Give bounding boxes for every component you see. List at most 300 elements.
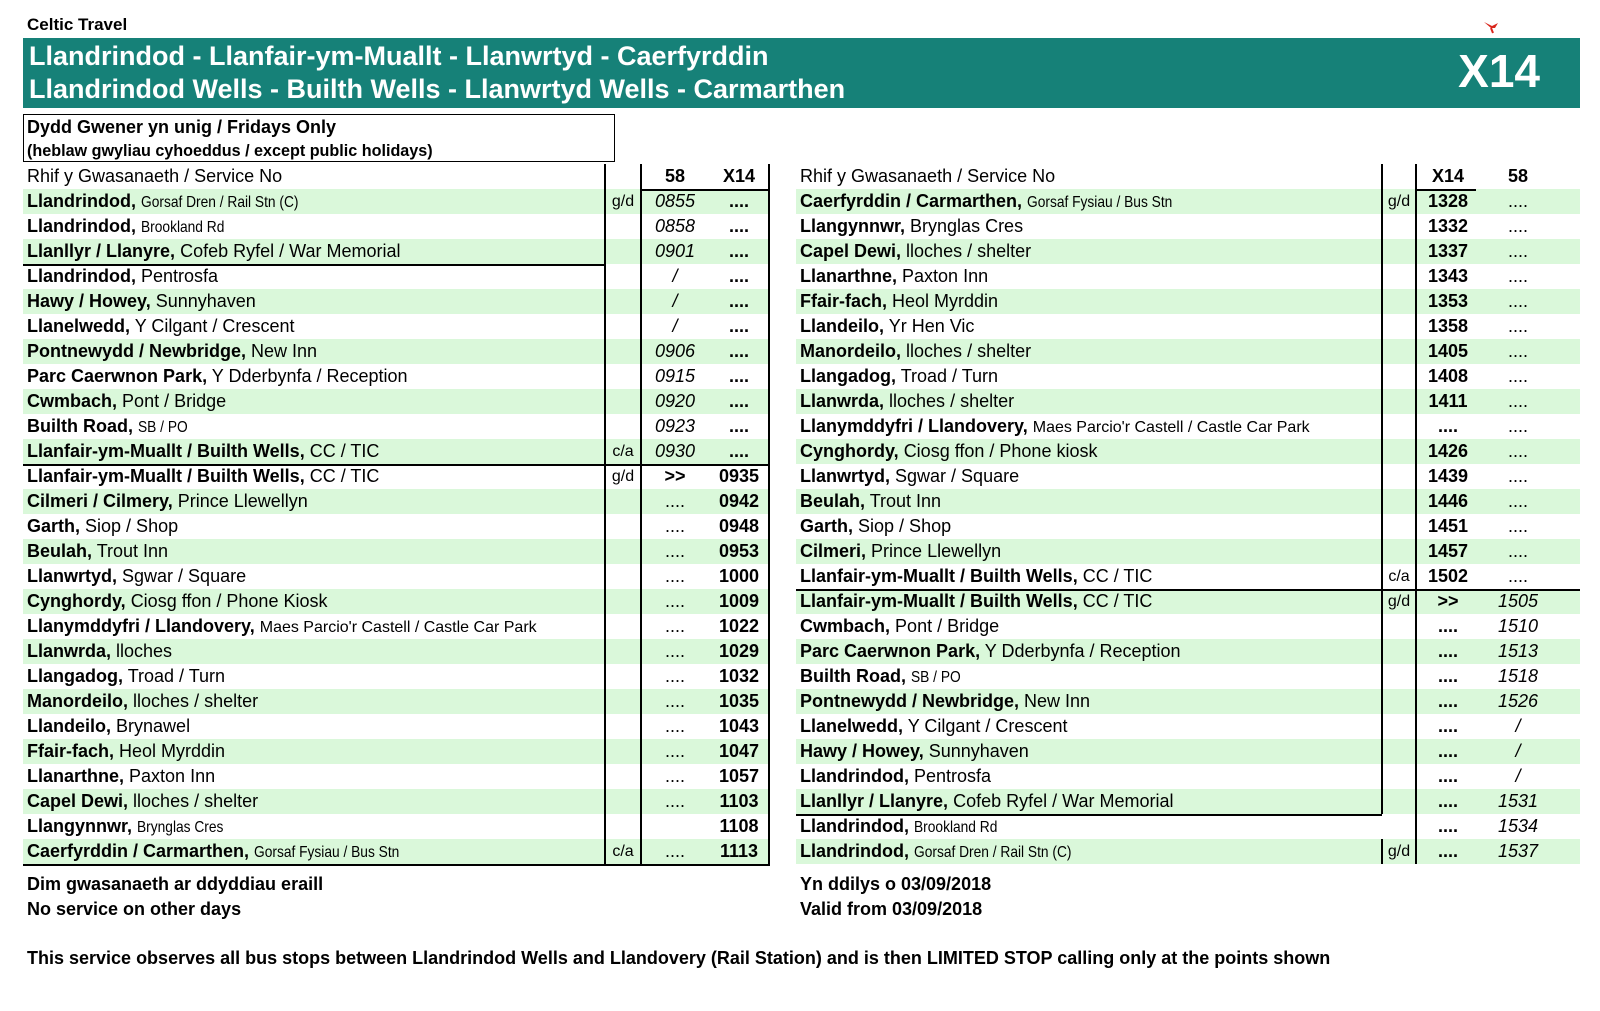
departure-time: 1043 — [718, 716, 760, 736]
timetable-row — [23, 464, 770, 489]
stop-name — [23, 289, 609, 314]
row-divider — [641, 189, 769, 191]
stop-name — [23, 314, 609, 339]
stop-name — [796, 339, 1386, 364]
departure-time: .... — [728, 391, 749, 411]
timetable-row — [23, 839, 770, 864]
stop-name — [23, 339, 609, 364]
stop-town: Llangynnwr, — [800, 216, 906, 236]
row-divider — [23, 264, 605, 266]
stop-town: Beulah, — [800, 491, 866, 511]
inbound-timetable — [796, 164, 1580, 864]
route-title-english: Llandrindod Wells - Builth Wells - Llanwrtyd Wells - Carmarthen — [29, 74, 846, 104]
stop-location-text: Cofeb Ryfel / War Memorial — [953, 791, 1174, 811]
timetable-row — [23, 414, 770, 439]
arrive-depart-code — [1382, 639, 1416, 664]
stop-name — [23, 714, 609, 739]
departure-time: 1531 — [1497, 791, 1539, 811]
stop-town: Pontnewydd / Newbridge, — [27, 341, 247, 361]
stop-town: Cynghordy, — [800, 441, 899, 461]
stop-location-text: New Inn — [1024, 691, 1091, 711]
arrive-depart-code — [605, 239, 641, 264]
departure-time: .... — [664, 741, 685, 761]
arrive-depart-code — [1382, 614, 1416, 639]
stop-location-text: Ciosg ffon / Phone kiosk — [903, 441, 1098, 461]
timetable-row — [796, 839, 1580, 864]
stop-location-text: Paxton Inn — [902, 266, 989, 286]
timetable-row — [23, 764, 770, 789]
timetable-row — [796, 789, 1580, 814]
stop-town: Ffair-fach, — [800, 291, 888, 311]
timetable-row — [23, 489, 770, 514]
departure-time: 1108 — [719, 816, 759, 836]
departure-time: 0915 — [654, 366, 696, 386]
limited-stop-note: This service observes all bus stops between Llandrindod Wells and Llandovery (Rail Station) and is then LIMITED STOP calling only at the points shown — [27, 948, 1331, 968]
stop-town: Capel Dewi, — [27, 791, 129, 811]
departure-time: .... — [664, 716, 685, 736]
stop-town: Cwmbach, — [27, 391, 118, 411]
stop-location-text: lloches / shelter — [133, 791, 259, 811]
stop-town: Parc Caerwnon Park, — [27, 366, 208, 386]
column-divider — [1381, 839, 1383, 864]
departure-time: .... — [1437, 641, 1458, 661]
stop-location-text: Brynglas Cres — [910, 216, 1024, 236]
outbound-timetable — [23, 164, 770, 864]
arrive-depart-code — [605, 364, 641, 389]
timetable-row — [796, 514, 1580, 539]
stop-town: Hawy / Howey, — [800, 741, 924, 761]
service-no-label: Rhif y Gwasanaeth / Service No — [800, 166, 1056, 186]
departure-time: 0906 — [654, 341, 696, 361]
timetable-row — [796, 489, 1580, 514]
bird-logo-icon — [1482, 17, 1500, 35]
stop-town: Llangadog, — [27, 666, 123, 686]
timetable-row — [23, 389, 770, 414]
stop-name — [796, 664, 1386, 689]
departure-time: 0858 — [654, 216, 696, 236]
stop-town: Caerfyrddin / Carmarthen, — [800, 191, 1023, 211]
stop-name — [796, 264, 1386, 289]
stop-name — [796, 789, 1386, 814]
stop-town: Manordeilo, — [800, 341, 902, 361]
arrive-depart-code — [1382, 714, 1416, 739]
timetable-row — [23, 714, 770, 739]
stop-name — [23, 214, 609, 239]
row-divider — [796, 814, 1382, 816]
departure-time: .... — [664, 491, 685, 511]
stop-location-text: Prince Llewellyn — [177, 491, 308, 511]
stop-location-text: Prince Llewellyn — [871, 541, 1002, 561]
timetable-row — [796, 639, 1580, 664]
column-divider — [1415, 164, 1417, 864]
departure-time: >> — [1437, 591, 1459, 611]
stop-name — [796, 439, 1386, 464]
arrive-depart-code — [605, 814, 641, 839]
arrive-depart-code — [1382, 814, 1416, 839]
stop-name — [796, 464, 1386, 489]
stop-location-text: lloches — [116, 641, 173, 661]
stop-location-text: Trout Inn — [96, 541, 169, 561]
departure-time: .... — [1437, 416, 1458, 436]
stop-name — [23, 789, 609, 814]
operating-days-box — [23, 114, 615, 162]
timetable-row — [796, 439, 1580, 464]
departure-time: .... — [664, 541, 685, 561]
stop-town: Garth, — [27, 516, 81, 536]
departure-time: 1328 — [1427, 191, 1469, 211]
arrive-depart-code: c/a — [1388, 568, 1410, 585]
timetable-row — [796, 314, 1580, 339]
departure-time: .... — [664, 791, 685, 811]
stop-location-text: Pont / Bridge — [122, 391, 227, 411]
stop-name — [23, 739, 609, 764]
stop-name — [23, 439, 609, 464]
departure-time: .... — [664, 591, 685, 611]
timetable-row — [23, 739, 770, 764]
departure-time: 1358 — [1427, 316, 1469, 336]
arrive-depart-code: g/d — [611, 468, 635, 485]
timetable-row — [796, 464, 1580, 489]
stop-location-text: Gorsaf Fysiau / Bus Stn — [254, 844, 400, 861]
departure-time: / — [672, 266, 678, 286]
column-divider — [1381, 164, 1383, 814]
departure-time: .... — [664, 841, 685, 861]
column-divider — [768, 164, 770, 864]
arrive-depart-code — [1382, 264, 1416, 289]
stop-town: Cilmeri, — [800, 541, 867, 561]
stop-name — [23, 514, 609, 539]
stop-town: Llandrindod, — [800, 841, 909, 861]
stop-name — [23, 814, 609, 839]
stop-location-text: SB / PO — [911, 669, 961, 686]
stop-name — [23, 364, 609, 389]
stop-town: Llanarthne, — [800, 266, 898, 286]
departure-time: .... — [728, 341, 749, 361]
departure-time: 1029 — [718, 641, 760, 661]
timetable-row — [796, 739, 1580, 764]
service-no-label: Rhif y Gwasanaeth / Service No — [27, 166, 283, 186]
row-divider — [23, 464, 770, 466]
stop-name — [796, 364, 1386, 389]
departure-time: 1009 — [718, 591, 760, 611]
arrive-depart-code — [605, 689, 641, 714]
timetable-row — [796, 364, 1580, 389]
timetable-row — [796, 264, 1580, 289]
stop-name — [796, 414, 1386, 439]
timetable-row — [796, 389, 1580, 414]
stop-name — [23, 239, 609, 264]
timetable-row — [796, 664, 1580, 689]
departure-time: 1518 — [1497, 666, 1539, 686]
timetable-row — [23, 239, 770, 264]
stop-name — [796, 689, 1386, 714]
arrive-depart-code — [1382, 314, 1416, 339]
stop-town: Cwmbach, — [800, 616, 891, 636]
timetable-row — [23, 639, 770, 664]
departure-time: .... — [1507, 566, 1528, 586]
valid-from-welsh: Yn ddilys o 03/09/2018 — [800, 874, 992, 894]
stop-location-text: CC / TIC — [309, 441, 380, 461]
arrive-depart-code — [1382, 364, 1416, 389]
stop-location-text: Gorsaf Fysiau / Bus Stn — [1027, 194, 1173, 211]
stop-location-text: Ciosg ffon / Phone Kiosk — [130, 591, 328, 611]
arrive-depart-code — [605, 639, 641, 664]
stop-location-text: Gorsaf Dren / Rail Stn (C) — [914, 844, 1072, 861]
stop-location-text: Pentrosfa — [141, 266, 219, 286]
stop-location-text: lloches / shelter — [906, 241, 1032, 261]
stop-town: Llandeilo, — [27, 716, 112, 736]
column-divider — [640, 164, 642, 864]
departure-time: .... — [1507, 466, 1528, 486]
departure-time: 1035 — [718, 691, 760, 711]
stop-town: Llanfair-ym-Muallt / Builth Wells, — [800, 566, 1078, 586]
arrive-depart-code — [605, 514, 641, 539]
stop-town: Llandeilo, — [800, 316, 885, 336]
stop-name — [796, 839, 1386, 864]
stop-name — [23, 414, 609, 439]
stop-name — [23, 464, 609, 489]
stop-town: Llanfair-ym-Muallt / Builth Wells, — [800, 591, 1078, 611]
departure-time: 0855 — [654, 191, 696, 211]
departure-time: .... — [1507, 191, 1528, 211]
arrive-depart-code — [1382, 339, 1416, 364]
departure-time: 1332 — [1427, 216, 1469, 236]
departure-time: 1408 — [1427, 366, 1469, 386]
footer-validity — [800, 872, 991, 922]
timetable-row — [796, 614, 1580, 639]
stop-name — [796, 764, 1386, 789]
timetable-row — [23, 589, 770, 614]
departure-time: 1032 — [718, 666, 760, 686]
stop-location-text: Troad / Turn — [127, 666, 226, 686]
stop-location-text: CC / TIC — [1082, 591, 1153, 611]
column-header-service: X14 — [722, 166, 756, 186]
stop-name — [796, 514, 1386, 539]
departure-time: 0953 — [718, 541, 760, 561]
timetable-row — [23, 339, 770, 364]
stop-name — [23, 264, 609, 289]
stop-location-text: Y Cilgant / Crescent — [134, 316, 295, 336]
arrive-depart-code — [605, 414, 641, 439]
stop-town: Llanymddyfri / Llandovery, — [27, 616, 255, 636]
departure-time: 0942 — [718, 491, 760, 511]
header-row — [796, 164, 1580, 189]
arrive-depart-code — [1382, 439, 1416, 464]
stop-location-text: New Inn — [251, 341, 318, 361]
holiday-exception: (heblaw gwyliau cyhoeddus / except public holidays) — [27, 141, 433, 160]
stop-town: Llandrindod, — [27, 191, 136, 211]
departure-time: 1103 — [719, 791, 759, 811]
departure-time: .... — [1507, 541, 1528, 561]
timetable-row — [23, 814, 770, 839]
arrive-depart-code: g/d — [1387, 593, 1411, 610]
arrive-depart-code — [605, 614, 641, 639]
stop-town: Llandrindod, — [800, 766, 909, 786]
timetable-row — [796, 539, 1580, 564]
arrive-depart-code — [605, 589, 641, 614]
stop-location-text: Pont / Bridge — [895, 616, 1000, 636]
timetable-row — [23, 289, 770, 314]
departure-time: / — [672, 316, 678, 336]
departure-time: .... — [728, 291, 749, 311]
stop-location-text: Maes Parcio'r Castell / Castle Car Park — [259, 619, 537, 636]
stop-location-text: SB / PO — [138, 419, 188, 436]
timetable-row — [796, 714, 1580, 739]
departure-time: .... — [1507, 291, 1528, 311]
departure-time: .... — [728, 416, 749, 436]
stop-town: Llanllyr / Llanyre, — [800, 791, 949, 811]
departure-time: 1510 — [1497, 616, 1539, 636]
departure-time: 0923 — [654, 416, 696, 436]
stop-name — [796, 214, 1386, 239]
stop-town: Llanwrtyd, — [800, 466, 891, 486]
arrive-depart-code — [1382, 489, 1416, 514]
stop-location-text: Brynawel — [116, 716, 191, 736]
departure-time: .... — [1437, 716, 1458, 736]
arrive-depart-code: g/d — [1387, 843, 1411, 860]
timetable-row — [23, 189, 770, 214]
column-header-service: X14 — [1431, 166, 1465, 186]
departure-time: / — [1515, 741, 1521, 761]
arrive-depart-code — [605, 314, 641, 339]
column-header-service: 58 — [1507, 166, 1529, 186]
timetable-row — [23, 214, 770, 239]
arrive-depart-code — [605, 289, 641, 314]
departure-time: 1405 — [1427, 341, 1469, 361]
stop-town: Llanelwedd, — [27, 316, 131, 336]
no-service-welsh: Dim gwasanaeth ar ddyddiau eraill — [27, 874, 324, 894]
stop-name — [796, 614, 1386, 639]
stop-name — [796, 189, 1386, 214]
stop-name — [23, 389, 609, 414]
stop-town: Llandrindod, — [27, 266, 136, 286]
stop-name — [796, 714, 1386, 739]
stop-location-text: Gorsaf Dren / Rail Stn (C) — [141, 194, 299, 211]
departure-time: 1451 — [1427, 516, 1469, 536]
timetable-row — [23, 689, 770, 714]
departure-time: >> — [664, 466, 686, 486]
arrive-depart-code — [1382, 764, 1416, 789]
departure-time: / — [672, 291, 678, 311]
departure-time: 1457 — [1427, 541, 1469, 561]
timetable-row — [796, 214, 1580, 239]
departure-time: .... — [1437, 666, 1458, 686]
arrive-depart-code — [1382, 289, 1416, 314]
stop-town: Builth Road, — [27, 416, 133, 436]
stop-location-text: Brookland Rd — [141, 219, 225, 236]
stop-name — [23, 564, 609, 589]
stop-town: Llandrindod, — [800, 816, 909, 836]
stop-name — [23, 614, 609, 639]
departure-time: .... — [664, 616, 685, 636]
stop-town: Llanwrda, — [27, 641, 112, 661]
departure-time: .... — [664, 766, 685, 786]
stop-name — [23, 489, 609, 514]
row-divider — [796, 589, 1580, 591]
stop-location-text: Sunnyhaven — [928, 741, 1029, 761]
arrive-depart-code — [605, 739, 641, 764]
stop-town: Llanarthne, — [27, 766, 125, 786]
stop-town: Llanymddyfri / Llandovery, — [800, 416, 1028, 436]
stop-town: Llanwrtyd, — [27, 566, 118, 586]
departure-time: 1426 — [1427, 441, 1469, 461]
departure-time: .... — [1507, 266, 1528, 286]
timetable-row — [23, 614, 770, 639]
departure-time: .... — [1437, 691, 1458, 711]
departure-time: 1343 — [1427, 266, 1469, 286]
stop-name — [796, 564, 1386, 589]
arrive-depart-code — [1382, 414, 1416, 439]
stop-location-text: Paxton Inn — [129, 766, 216, 786]
stop-name — [23, 539, 609, 564]
arrive-depart-code — [605, 264, 641, 289]
timetable-row — [796, 589, 1580, 614]
departure-time: 0901 — [654, 241, 696, 261]
departure-time: .... — [664, 691, 685, 711]
arrive-depart-code — [1382, 739, 1416, 764]
stop-name — [796, 289, 1386, 314]
stop-town: Caerfyrddin / Carmarthen, — [27, 841, 250, 861]
stop-name — [796, 814, 1386, 839]
departure-time: .... — [1437, 791, 1458, 811]
stop-name — [23, 689, 609, 714]
stop-name — [796, 739, 1386, 764]
departure-time: .... — [1507, 391, 1528, 411]
departure-time: 0935 — [718, 466, 760, 486]
departure-time: .... — [1507, 316, 1528, 336]
stop-town: Cilmeri / Cilmery, — [27, 491, 173, 511]
stop-name — [796, 314, 1386, 339]
stop-location-text: CC / TIC — [1082, 566, 1153, 586]
stop-name — [23, 189, 609, 214]
stop-location-text: Y Cilgant / Crescent — [907, 716, 1068, 736]
stop-location-text: Troad / Turn — [900, 366, 999, 386]
stop-location-text: Trout Inn — [869, 491, 942, 511]
departure-time — [645, 814, 705, 839]
timetable-row — [796, 339, 1580, 364]
departure-time: .... — [1507, 491, 1528, 511]
departure-time: 0948 — [718, 516, 760, 536]
timetable-row — [23, 664, 770, 689]
stop-name — [796, 239, 1386, 264]
arrive-depart-code — [1382, 664, 1416, 689]
arrive-depart-code — [605, 539, 641, 564]
departure-time: .... — [1437, 841, 1458, 861]
timetable-row — [796, 564, 1580, 589]
timetable-row — [796, 289, 1580, 314]
arrive-depart-code — [605, 389, 641, 414]
valid-from-english: Valid from 03/09/2018 — [800, 899, 983, 919]
departure-time: .... — [1507, 441, 1528, 461]
stop-name — [796, 589, 1386, 614]
stop-name — [23, 639, 609, 664]
stop-location-text: CC / TIC — [309, 466, 380, 486]
departure-time: .... — [664, 566, 685, 586]
departure-time: 1057 — [718, 766, 760, 786]
row-divider — [1416, 189, 1476, 191]
no-service-english: No service on other days — [27, 899, 242, 919]
stop-town: Garth, — [800, 516, 854, 536]
departure-time: 1537 — [1497, 841, 1539, 861]
timetable-row — [23, 564, 770, 589]
timetable-row — [796, 189, 1580, 214]
arrive-depart-code — [1382, 389, 1416, 414]
stop-name — [796, 539, 1386, 564]
departure-time: .... — [1507, 516, 1528, 536]
arrive-depart-code: g/d — [1387, 193, 1411, 210]
arrive-depart-code: c/a — [612, 443, 634, 460]
departure-time: 0930 — [654, 441, 696, 461]
